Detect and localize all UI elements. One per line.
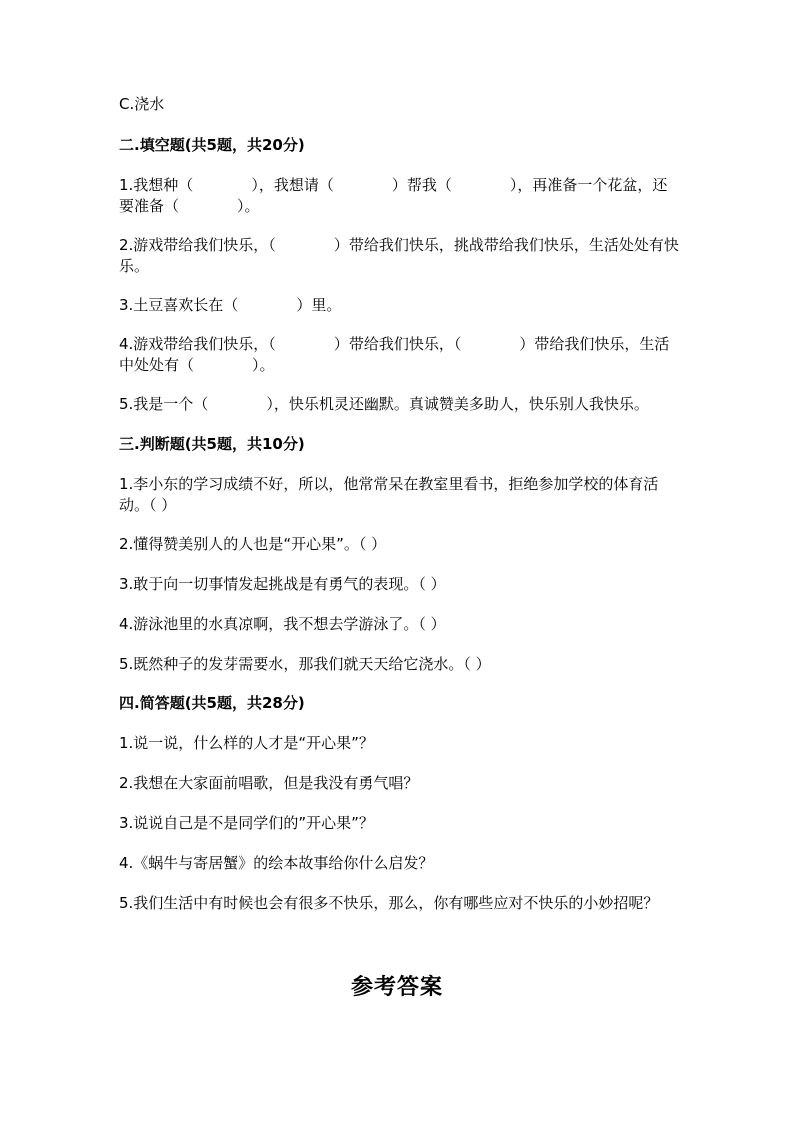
judge-question-2: 2.懂得赞美别人的人也是“开心果”。（ ）: [119, 535, 387, 553]
fill-q1-text-e: ）。: [237, 197, 260, 215]
fill-q1-text-c: ）帮我（: [391, 176, 452, 194]
option-c: C.浇水: [119, 95, 165, 113]
section-short-answer-title: 四.简答题(共5题，共28分): [119, 694, 305, 712]
fill-question-3: [119, 295, 679, 316]
judge-question-4: 4.游泳池里的水真凉啊，我不想去学游泳了。（ ）: [119, 615, 446, 633]
fill-q2-text-a: 2.游戏带给我们快乐，（: [119, 236, 276, 254]
short-question-1: 1.说一说，什么样的人才是“开心果”？: [119, 734, 374, 752]
fill-q3-text-b: ）里。: [296, 296, 342, 314]
fill-q4-text-b: ）带给我们快乐，（: [333, 335, 462, 353]
short-question-3: 3.说说自己是不是同学们的”开心果”？: [119, 814, 374, 832]
fill-q1-text-a: 1.我想种（: [119, 176, 194, 194]
short-question-5: 5.我们生活中有时候也会有很多不快乐，那么，你有哪些应对不快乐的小妙招呢？: [119, 894, 659, 912]
fill-q1-text-b: ），我想请（: [251, 176, 334, 194]
judge-question-3: 3.敢于向一切事情发起挑战是有勇气的表现。（ ）: [119, 575, 446, 593]
fill-question-1: [119, 175, 679, 217]
section-judge-title: 三.判断题(共5题，共10分): [119, 435, 305, 453]
fill-q2-text-b: ）带给我们快乐，挑战带给我们快乐，生活处处有快乐。: [119, 236, 679, 275]
fill-q5-text-b: ），快乐机灵还幽默。真诚赞美多助人，快乐别人我快乐。: [266, 395, 649, 413]
fill-q4-text-c: ）带给我们快乐，生活中处处有（: [119, 335, 670, 374]
section-fill-title: 二.填空题(共5题，共20分): [119, 136, 305, 154]
fill-q1-text-d: ），再准备一个花盆，还要准备（: [119, 176, 668, 215]
fill-q4-text-a: 4.游戏带给我们快乐，（: [119, 335, 276, 353]
answer-key-title: 参考答案: [350, 974, 443, 1000]
fill-question-4: [119, 334, 679, 376]
short-question-2: 2.我想在大家面前唱歌，但是我没有勇气唱？: [119, 774, 419, 792]
fill-q5-text-a: 5.我是一个（: [119, 395, 209, 413]
judge-question-5: 5.既然种子的发芽需要水，那我们就天天给它浇水。（ ）: [119, 655, 491, 673]
exam-page: [119, 94, 679, 914]
fill-q3-text-a: 3.土豆喜欢长在（: [119, 296, 239, 314]
fill-question-5: [119, 394, 679, 415]
short-question-4: 4.《蜗牛与寄居蟹》的绘本故事给你什么启发？: [119, 854, 434, 872]
fill-question-2: [119, 235, 679, 277]
fill-q4-text-d: ）。: [252, 356, 275, 374]
judge-question-1: 1.李小东的学习成绩不好，所以，他常常呆在教室里看书，拒绝参加学校的体育活动。（ ）: [119, 475, 659, 514]
